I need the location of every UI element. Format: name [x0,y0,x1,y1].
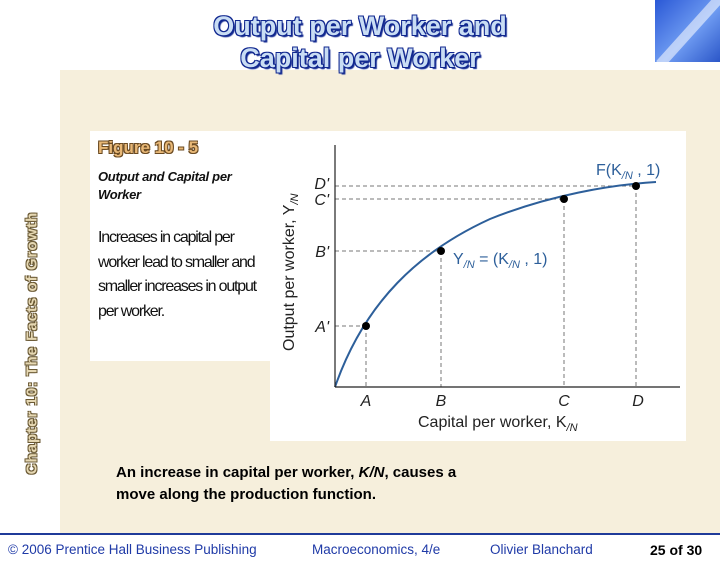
chapter-side-text: Chapter 10: The Facts of Growth [23,211,41,475]
summary-line-1 [116,462,636,484]
footer-book: Macroeconomics, 4/e [312,542,441,557]
x-tick-c: C [558,393,570,410]
title-line-2: Capital per Worker [240,43,480,73]
x-tick-b: B [435,393,447,410]
summary-line-2: move along the production function. [116,486,376,503]
point-c [560,195,568,203]
y-tick-b-prime: B' [315,244,329,261]
point-a [362,322,370,330]
summary-line-1-post: , causes a [384,464,457,481]
x-tick-a: A [360,393,372,410]
title-line-1: Output per Worker and [213,11,507,41]
y-tick-c-prime: C' [314,192,329,209]
summary-line-1-em: K/N [358,464,385,481]
figure-caption: Output and Capital per Worker [98,169,232,202]
summary-statement [116,462,636,506]
curve-label-equation: $Y_{/N} = (K_{/N}$ , 1) [453,251,548,271]
footer-copyright: © 2006 Prentice Hall Business Publishing [8,542,257,557]
y-tick-a-prime: A' [315,319,329,336]
point-b [437,247,445,255]
x-tick-d: D [632,393,644,410]
y-tick-d-prime: D' [314,176,329,193]
summary-line-1-pre: An increase in capital per worker, [116,464,359,481]
y-axis-label: Output per worker, $Y_{/N}$ [281,193,301,351]
x-axis-label: Capital per worker, $K_{/N}$ [418,414,578,434]
point-d [632,182,640,190]
production-curve [335,182,656,387]
figure-label: Figure 10 - 5 [98,138,199,157]
curve-label-function: $F(K_{/N}$ , 1) [596,162,661,182]
production-function-diagram [270,131,686,441]
slide-title [140,10,580,74]
figure-description: Increases in capital per worker lead to smaller and smaller increases in output per worker. [98,229,256,320]
footer-author: Olivier Blanchard [490,542,593,557]
footer [0,535,720,562]
guide-lines [335,186,636,387]
footer-page-number: 25 of 30 [650,542,703,558]
corner-decoration [655,0,720,62]
